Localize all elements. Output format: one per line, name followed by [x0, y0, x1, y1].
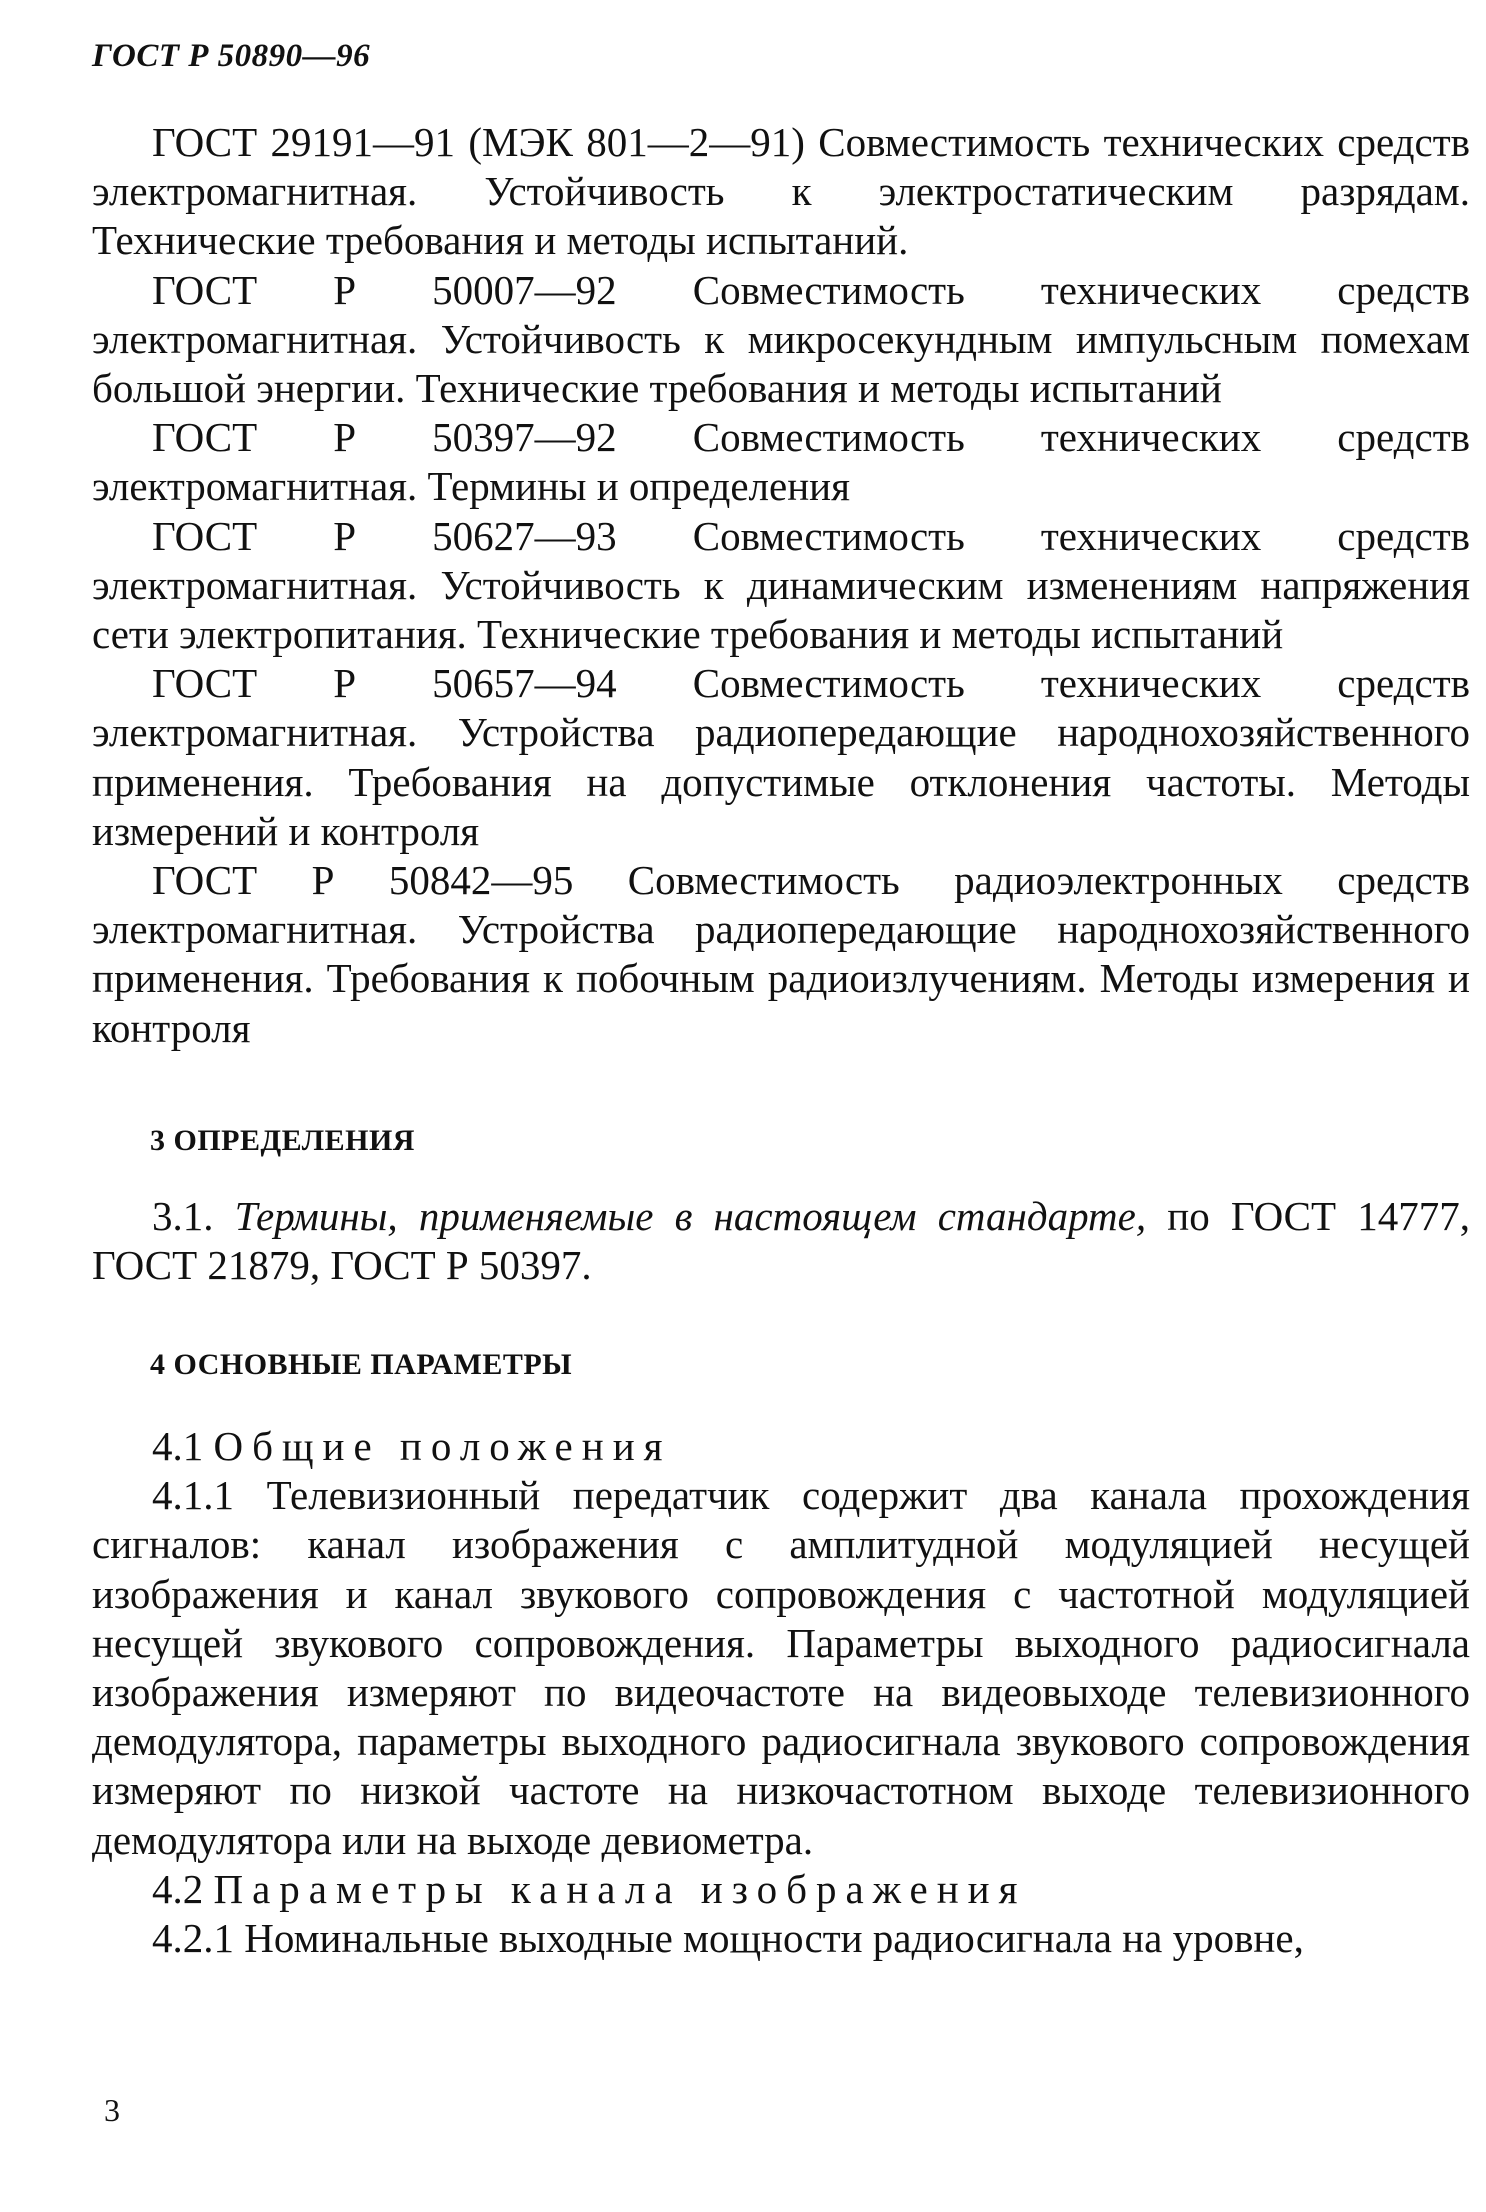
page-number: 3 — [104, 2092, 120, 2128]
reference-item: ГОСТ Р 50842—95 Совместимость радиоэлектронных средств электромагнитная. Устройства радиопередающие народнохозяйственного применения. Требования к побочным радиоизлучениям. Методы измерения и контроля — [92, 857, 1470, 1051]
paragraph-4-1-1: 4.1.1 Телевизионный передатчик содержит два канала прохождения сигналов: канал изображения с амплитудной модуляцией несущей изображения и канал звукового сопровождения с частотной модуляцией несущей звукового сопровождения. Параметры выходного радиосигнала изображения измеряют по видеочастоте на видеовыходе телевизионного демодулятора, параметры выходного радиосигнала звукового сопровождения измеряют по низкой частоте на низкочастотном выходе телевизионного демодулятора или на выходе девиометра. — [92, 1472, 1470, 1863]
normative-references — [92, 118, 1470, 1053]
reference-item: ГОСТ Р 50007—92 Совместимость технических средств электромагнитная. Устойчивость к микросекундным импульсным помехам большой энергии. Технические требования и методы испытаний — [92, 266, 1470, 412]
running-header: ГОСТ Р 50890—96 — [92, 38, 371, 74]
paragraph-3-1-terms: Термины, применяемые в настоящем стандарте, — [234, 1193, 1147, 1239]
paragraph-3-1-references: по ГОСТ 14777, ГОСТ 21879, ГОСТ Р 50397. — [92, 1193, 1470, 1289]
paragraph-3-1-number: 3.1. — [152, 1193, 214, 1239]
reference-item: ГОСТ Р 50657—94 Совместимость технических средств электромагнитная. Устройства радиопередающие народнохозяйственного применения. Требования на допустимые отклонения частоты. Методы измерений и контроля — [92, 660, 1470, 854]
reference-item: ГОСТ Р 50627—93 Совместимость технических средств электромагнитная. Устойчивость к динамическим изменениям напряжения сети электропитания. Технические требования и методы испытаний — [92, 512, 1470, 658]
subsection-4-2-title: Параметры канала изображения — [213, 1865, 1027, 1912]
subsection-4-1-number: 4.1 — [152, 1423, 204, 1469]
subsection-4-2-heading — [92, 1865, 1470, 1914]
section-4-heading: 4 ОСНОВНЫЕ ПАРАМЕТРЫ — [150, 1348, 573, 1381]
subsection-4-1-heading — [92, 1422, 1470, 1471]
reference-item: ГОСТ 29191—91 (МЭК 801—2—91) Совместимость технических средств электромагнитная. Устойчивость к электростатическим разрядам. Технические требования и методы испытаний. — [92, 119, 1470, 264]
section-3-heading: 3 ОПРЕДЕЛЕНИЯ — [150, 1124, 415, 1157]
subsection-4-2-number: 4.2 — [152, 1865, 204, 1912]
paragraph-3-1-text — [92, 1192, 1470, 1290]
paragraph-3-1 — [92, 1192, 1470, 1290]
paragraph-4-2-1: 4.2.1 Номинальные выходные мощности радиосигнала на уровне, — [152, 1915, 1304, 1962]
section-4-body — [92, 1422, 1470, 1963]
reference-item: ГОСТ Р 50397—92 Совместимость технических средств электромагнитная. Термины и определения — [92, 414, 1470, 510]
subsection-4-1-title: Общие положения — [213, 1423, 672, 1469]
